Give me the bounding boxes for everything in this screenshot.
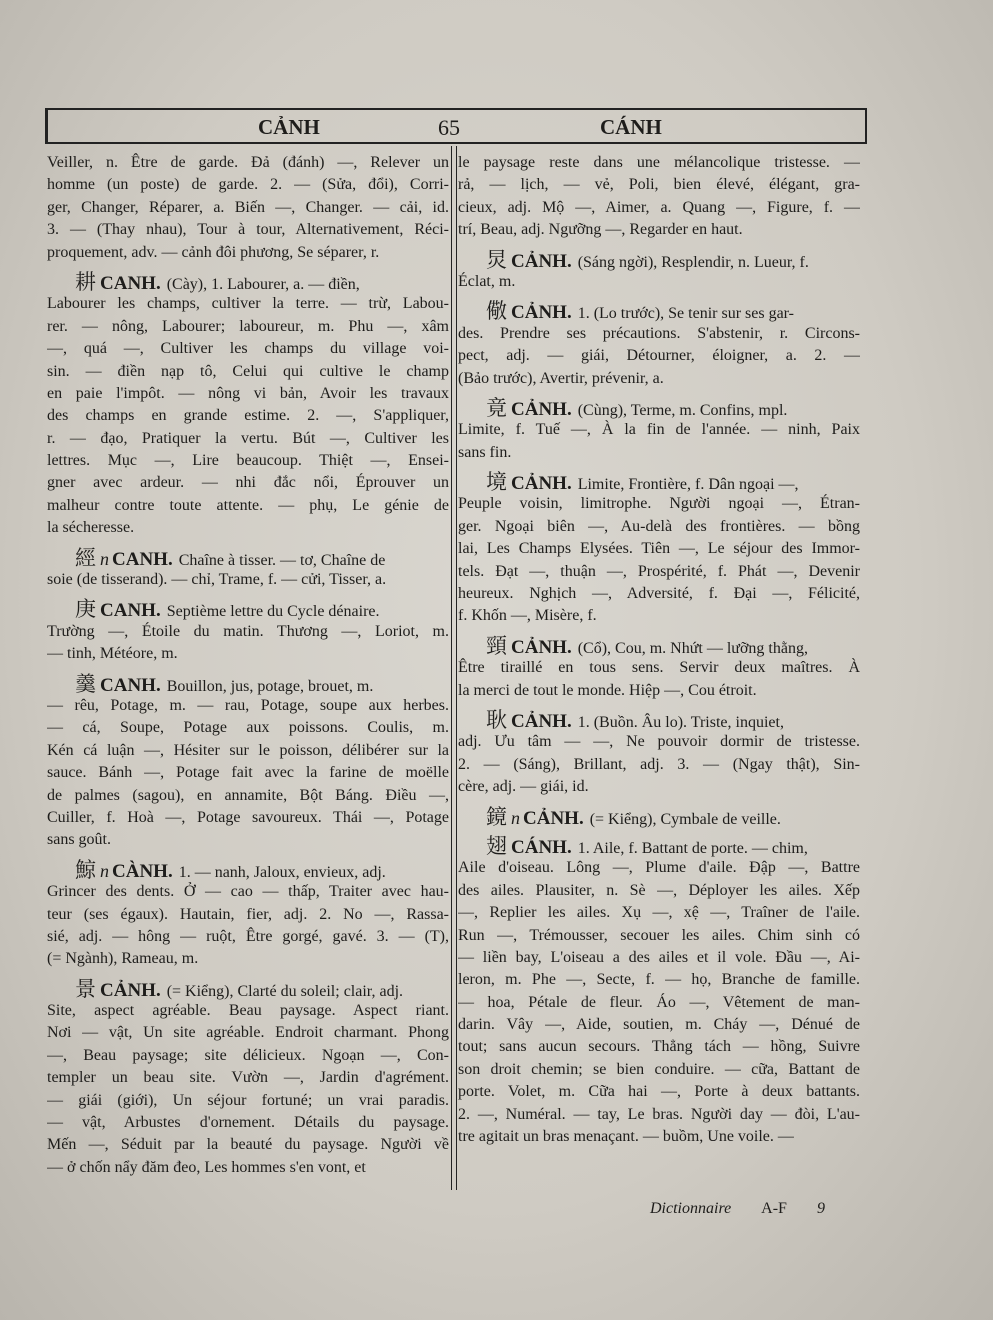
- entry-line: Labourer les champs, cultiver la terre. — trừ, Labou-: [47, 295, 449, 313]
- entry-line: [458, 835, 860, 857]
- dictionary-entry: [47, 598, 449, 665]
- entry-line: —, Beau paysage; site délicieux. Ngoạn —, Con-: [47, 1046, 449, 1064]
- dictionary-entry: [458, 152, 860, 242]
- entry-line: Grincer des dents. Ở — cao — thấp, Traiter avec hau-: [47, 883, 449, 901]
- entry-line: des ailes. Plausiter, n. Sè —, Déployer les ailes. Xếp: [458, 881, 860, 899]
- headword-marker: n: [511, 807, 520, 828]
- entry-text: 1. (Lo trước), Se tenir sur ses gar-: [577, 305, 795, 323]
- entry-text: (Sáng ngời), Resplendir, n. Lueur, f.: [577, 253, 809, 271]
- entry-line: —, Replier les ailes. Xụ —, xệ —, Traîner de l'aile.: [458, 904, 860, 922]
- entry-line: Run —, Trémousser, secouer les ailes. Chim sinh có: [458, 926, 860, 944]
- entry-line: f. Khốn —, Misère, f.: [458, 607, 597, 625]
- footer-title: Dictionnaire: [650, 1200, 732, 1217]
- entry-line: leron, m. Phe —, Secte, f. — họ, Branche de famille.: [458, 971, 860, 989]
- entry-line: Trường —, Étoile du matin. Thương —, Loriot, m.: [47, 622, 449, 640]
- headword: CẢNH.: [511, 710, 572, 732]
- entry-line: de palmes (sagou), en annamite, Bột Báng. Điều —,: [47, 786, 449, 804]
- entry-head: [75, 598, 167, 621]
- page-number: 65: [438, 115, 460, 140]
- entry-line: [47, 598, 449, 620]
- entry-line: Limite, f. Tuế —, À la fin de l'année. — ninh, Paix: [458, 421, 860, 439]
- entry-line: 2. — (Sáng), Brillant, adj. 3. — (Ngay thật), Sin-: [458, 755, 860, 773]
- entry-line: pect, adj. — giái, Détourner, éloigner, a. 2. —: [458, 347, 860, 365]
- dictionary-entry: [458, 635, 860, 702]
- entry-line: [458, 806, 860, 828]
- headword-character: 鯨: [75, 858, 96, 882]
- entry-line: lai, Les Champs Elysées. Tiên —, Le séjour des Immor-: [458, 540, 860, 558]
- dictionary-entry: [47, 978, 449, 1180]
- entry-line: ger, Changer, Réparer, a. Biến —, Changer. — cải, id.: [47, 198, 449, 216]
- entry-head: [486, 805, 590, 828]
- entry-text: (= Kiểng), Cymbale de veille.: [589, 810, 781, 828]
- entry-line: gner avec ardeur. — nhi đắc nổi, Éprouver un: [47, 474, 449, 492]
- headword: CẢNH.: [511, 398, 572, 420]
- headword-marker: n: [100, 548, 109, 569]
- entry-line: Être tiraillé en tous sens. Servir deux maîtres. À: [458, 659, 860, 677]
- entry-text: (= Kiểng), Clarté du soleil; clair, adj.: [166, 982, 404, 1000]
- entry-head: [486, 634, 578, 658]
- entry-line: [47, 547, 449, 569]
- entry-line: [458, 471, 860, 493]
- headword-character: 翅: [486, 834, 507, 858]
- left-column: [47, 152, 449, 1186]
- headword-character: 儆: [486, 300, 507, 323]
- headword: CANH.: [112, 548, 173, 570]
- entry-head: [486, 396, 578, 420]
- headword-character: 境: [486, 471, 507, 494]
- entry-line: templer un beau site. Vườn —, Jardin d'agrément.: [47, 1069, 449, 1087]
- entry-text: Limite, Frontière, f. Dân ngoại —,: [577, 476, 799, 494]
- entry-line: rả, — lịch, — vẻ, Poli, bien élevé, élégant, gra-: [458, 176, 860, 194]
- dictionary-entry: [47, 859, 449, 971]
- right-column: [458, 152, 860, 1155]
- entry-line: rer. — nông, Labourer; laboureur, m. Phu —, xâm: [47, 317, 449, 335]
- entry-text: 1. Aile, f. Battant de porte. — chim,: [577, 839, 808, 857]
- entry-line: [47, 978, 449, 1000]
- entry-head: [486, 471, 578, 494]
- entry-head: [75, 672, 167, 695]
- entry-head: [75, 858, 179, 882]
- entry-line: [458, 635, 860, 657]
- entry-line: [458, 249, 860, 271]
- entry-line: sans goût.: [47, 831, 111, 849]
- footer-section: A-F: [761, 1200, 787, 1217]
- dictionary-entry: [458, 806, 860, 828]
- headword-character: 經: [75, 546, 96, 570]
- entry-line: lettres. Mục —, Lire beaucoup. Thiệt —, Ensei-: [47, 452, 449, 470]
- headword-character: 庚: [75, 598, 96, 621]
- entry-line: Nơi — vật, Un site agréable. Endroit charmant. Phong: [47, 1024, 449, 1042]
- entry-line: tout; sans aucun secours. Thẳng tách — hồng, Suivre: [458, 1038, 860, 1056]
- entry-text: Bouillon, jus, potage, brouet, m.: [166, 677, 374, 695]
- entry-line: Mến —, Séduit par la beauté du paysage. Người về: [47, 1136, 449, 1154]
- entry-line: [458, 709, 860, 731]
- entry-line: trí, Beau, adj. Ngưỡng —, Regarder en haut.: [458, 221, 743, 239]
- entry-line: — tinh, Météore, m.: [47, 645, 178, 663]
- page-footer: [650, 1200, 851, 1218]
- dictionary-entry: [458, 835, 860, 1148]
- entry-line: — vật, Arbustes d'ornement. Détails du paysage.: [47, 1114, 449, 1132]
- entry-text: Septième lettre du Cycle dénaire.: [166, 603, 380, 621]
- entry-line: — rêu, Potage, m. — rau, Potage, soupe aux herbes.: [47, 696, 449, 714]
- entry-line: homme (un poste) de garde. 2. — (Sửa, đổi), Corri-: [47, 176, 449, 194]
- entry-line: 3. — (Thay nhau), Tour à tour, Alternativement, Réci-: [47, 221, 449, 239]
- headword: CẢNH.: [511, 473, 572, 494]
- entry-line: Site, aspect agréable. Beau paysage. Aspect riant.: [47, 1002, 449, 1020]
- entry-line: soie (de tisserand). — chỉ, Trame, f. — cửi, Tisser, a.: [47, 571, 387, 589]
- headword: CẢNH.: [100, 979, 161, 1001]
- headword: CANH.: [100, 674, 161, 695]
- entry-text: 1. — nanh, Jaloux, envieux, adj.: [178, 863, 386, 881]
- entry-line: ger. Ngoại biên —, Au-delà des frontières. — bồng: [458, 517, 860, 535]
- header-left-word: CẢNH: [258, 115, 320, 139]
- entry-line: sin. — điền nạp tô, Celui qui cultive le champ: [47, 362, 449, 380]
- headword-character: 頸: [486, 634, 507, 658]
- entry-head: [486, 300, 578, 323]
- entry-line: [458, 397, 860, 419]
- entry-line: sauce. Bánh —, Potage fait avec la farine de moëlle: [47, 764, 449, 782]
- entry-line: son droit chemin; se bien conduire. — cữa, Battant de: [458, 1060, 860, 1078]
- entry-line: sié, adj. — hông — ruột, Être gorgé, gavé. 3. — (T),: [47, 927, 449, 945]
- entry-head: [486, 708, 578, 732]
- entry-head: [486, 248, 578, 271]
- headword: CANH.: [100, 600, 161, 621]
- headword: CÁNH.: [511, 836, 572, 858]
- headword-character: 景: [75, 977, 96, 1001]
- dictionary-entry: [458, 249, 860, 294]
- entry-line: Aile d'oiseau. Lông —, Plume d'aile. Đập —, Battre: [458, 859, 860, 877]
- entry-line: (= Ngành), Rameau, m.: [47, 950, 199, 968]
- dictionary-entry: [47, 152, 449, 264]
- headword: CẢNH.: [511, 250, 572, 271]
- header-right-word: CÁNH: [600, 115, 662, 139]
- headword-character: 耕: [75, 270, 96, 294]
- entry-line: Peuple voisin, limitrophe. Người ngoại —, Étran-: [458, 495, 860, 513]
- entry-line: heureux. Nghịch —, Adversité, f. Đại —, Félicité,: [458, 585, 860, 603]
- entry-line: [47, 673, 449, 695]
- entry-line: tels. Đạt —, thuận —, Prospérité, f. Phát —, Devenir: [458, 562, 860, 580]
- entry-head: [486, 834, 578, 858]
- entry-line: tre agitait un bras menaçant. — buồm, Une voile. —: [458, 1128, 794, 1146]
- entry-line: [458, 300, 860, 322]
- entry-line: Éclat, m.: [458, 272, 516, 290]
- dictionary-entry: [458, 300, 860, 390]
- entry-line: teur (ses égaux). Hautain, fier, adj. 2. No —, Rassa-: [47, 905, 449, 923]
- entry-text: (Cùng), Terme, m. Confins, mpl.: [577, 401, 788, 419]
- entry-line: des champs en grande estime. 2. —, S'appliquer,: [47, 407, 449, 425]
- entry-line: proquement, adv. — cảnh đôi phương, Se séparer, r.: [47, 243, 380, 261]
- entry-line: 2. —, Numéral. — tay, Le bras. Người day — đòi, L'au-: [458, 1105, 860, 1123]
- headword-character: 耿: [486, 708, 507, 732]
- entry-line: Veiller, n. Être de garde. Đả (đánh) —, Relever un: [47, 154, 449, 171]
- entry-line: en paie l'impôt. — nông vi bản, Avoir les travaux: [47, 384, 449, 402]
- entry-line: cieux, adj. Mộ —, Aimer, a. Quang —, Figure, f. —: [458, 198, 860, 216]
- dictionary-entry: [458, 709, 860, 799]
- headword: CẢNH.: [523, 807, 584, 828]
- headword-marker: n: [100, 860, 109, 881]
- entry-line: le paysage reste dans une mélancolique tristesse. —: [458, 154, 860, 171]
- headword-character: 炅: [486, 248, 507, 271]
- entry-line: — giái (giới), Un séjour fortuné; un vrai paradis.: [47, 1091, 449, 1109]
- entry-line: malheur contre toute attente. — phụ, Le génie de: [47, 496, 449, 514]
- running-header: [45, 108, 867, 144]
- entry-line: — cá, Soupe, Potage aux poissons. Coulis, m.: [47, 719, 449, 737]
- dictionary-entry: [47, 673, 449, 852]
- entry-line: sans fin.: [458, 443, 512, 461]
- entry-head: [75, 270, 167, 294]
- headword-character: 鏡: [486, 805, 507, 828]
- entry-line: — ở chốn nẩy đăm đeo, Les hommes s'en vont, et: [47, 1158, 366, 1176]
- headword-character: 羹: [75, 672, 96, 695]
- entry-line: Kén cá luận —, Hésiter sur le poisson, délibérer sur la: [47, 741, 449, 759]
- entry-text: (Cổ), Cou, m. Nhứt — lưỡng thằng,: [577, 639, 808, 657]
- entry-line: adj. Ưu tâm — —, Ne pouvoir dormir de tristesse.: [458, 733, 860, 751]
- entry-line: des. Prendre ses précautions. S'abstenir, r. Circons-: [458, 324, 860, 342]
- entry-line: — hoa, Pétale de fleur. Áo —, Vêtement de man-: [458, 993, 860, 1011]
- entry-line: Cuiller, f. Hoà —, Potage savoureux. Thái —, Potage: [47, 808, 449, 826]
- dictionary-entry: [47, 547, 449, 592]
- entry-text: Chaîne à tisser. — tơ, Chaîne de: [178, 551, 386, 569]
- entry-line: la sécheresse.: [47, 519, 135, 537]
- footer-signature: 9: [816, 1200, 825, 1217]
- entry-head: [75, 977, 167, 1001]
- entry-line: r. — đạo, Pratiquer la vertu. Bút —, Cultiver les: [47, 429, 449, 447]
- headword: CẢNH.: [511, 302, 572, 323]
- column-divider: [451, 146, 457, 1190]
- entry-text: (Cày), 1. Labourer, a. — điền,: [166, 275, 360, 293]
- entry-line: cère, adj. — giái, id.: [458, 778, 589, 796]
- entry-line: porte. Volet, m. Cữa hai —, Porte à deux battants.: [458, 1083, 860, 1101]
- dictionary-entry: [47, 271, 449, 540]
- entry-head: [75, 546, 179, 570]
- entry-line: [47, 271, 449, 293]
- entry-line: [47, 859, 449, 881]
- headword: CÀNH.: [112, 860, 173, 882]
- headword-character: 竟: [486, 396, 507, 420]
- headword: CANH.: [100, 272, 161, 294]
- entry-line: la merci de tout le monde. Hiệp —, Cou étroit.: [458, 681, 757, 699]
- entry-text: 1. (Buồn. Âu lo). Triste, inquiet,: [577, 713, 784, 731]
- headword: CẢNH.: [511, 636, 572, 658]
- entry-line: darin. Vây —, Aide, soutien, m. Cháy —, Dénué de: [458, 1016, 860, 1034]
- entry-line: — liền bay, L'oiseau a des ailes et il vole. Đầu —, Ai-: [458, 948, 860, 966]
- entry-line: —, quá —, Cultiver les champs du village voi-: [47, 340, 449, 358]
- entry-line: (Bảo trước), Avertir, prévenir, a.: [458, 369, 664, 387]
- dictionary-entry: [458, 471, 860, 628]
- dictionary-entry: [458, 397, 860, 464]
